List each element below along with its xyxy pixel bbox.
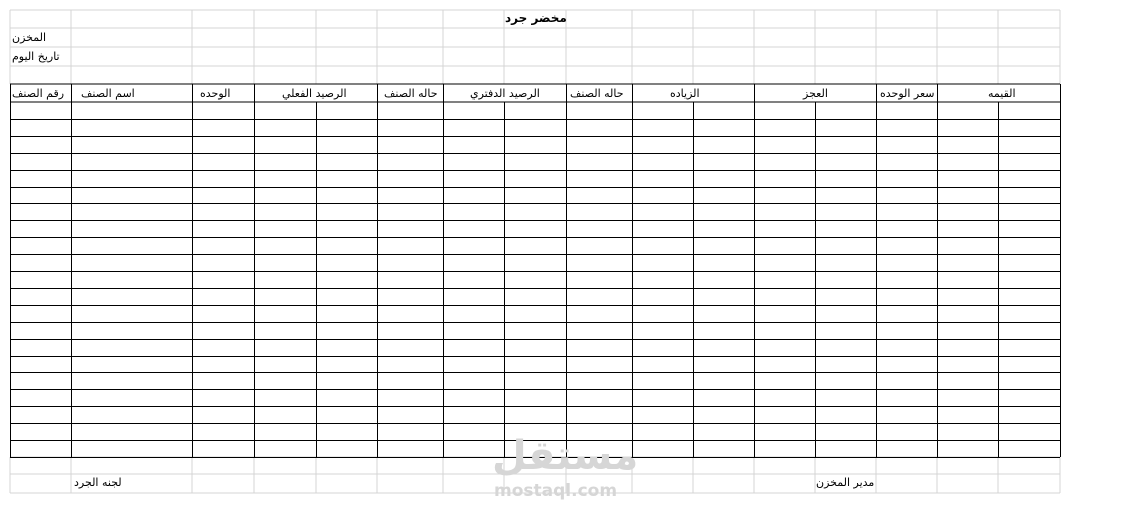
- header-value: القيمه: [988, 87, 1016, 100]
- header-item-status-1: حاله الصنف: [384, 87, 438, 100]
- mostaql-logo-watermark: مستقل: [492, 433, 639, 479]
- header-book-balance: الرصيد الدفتري: [470, 87, 540, 100]
- warehouse-label: المخزن: [12, 31, 47, 44]
- date-label: تاريخ اليوم: [12, 50, 60, 63]
- table-borders: [10, 84, 1061, 458]
- light-gridlines: [10, 10, 1060, 493]
- header-item-no: رقم الصنف: [12, 87, 65, 100]
- header-unit-price: سعر الوحده: [880, 87, 935, 100]
- sheet-title: مخضر جرد: [505, 11, 567, 25]
- header-actual-balance: الرصيد الفعلي: [282, 87, 347, 100]
- header-deficit: العجز: [803, 87, 828, 100]
- manager-label: مدير المخزن: [816, 476, 875, 489]
- header-item-name: اسم الصنف: [81, 87, 135, 100]
- mostaql-site-watermark: mostaql.com: [494, 481, 618, 501]
- committee-label: لجنه الجرد: [74, 476, 122, 489]
- header-item-status-2: حاله الصنف: [570, 87, 624, 100]
- header-unit: الوحده: [200, 87, 231, 100]
- header-increase: الزياده: [670, 87, 700, 100]
